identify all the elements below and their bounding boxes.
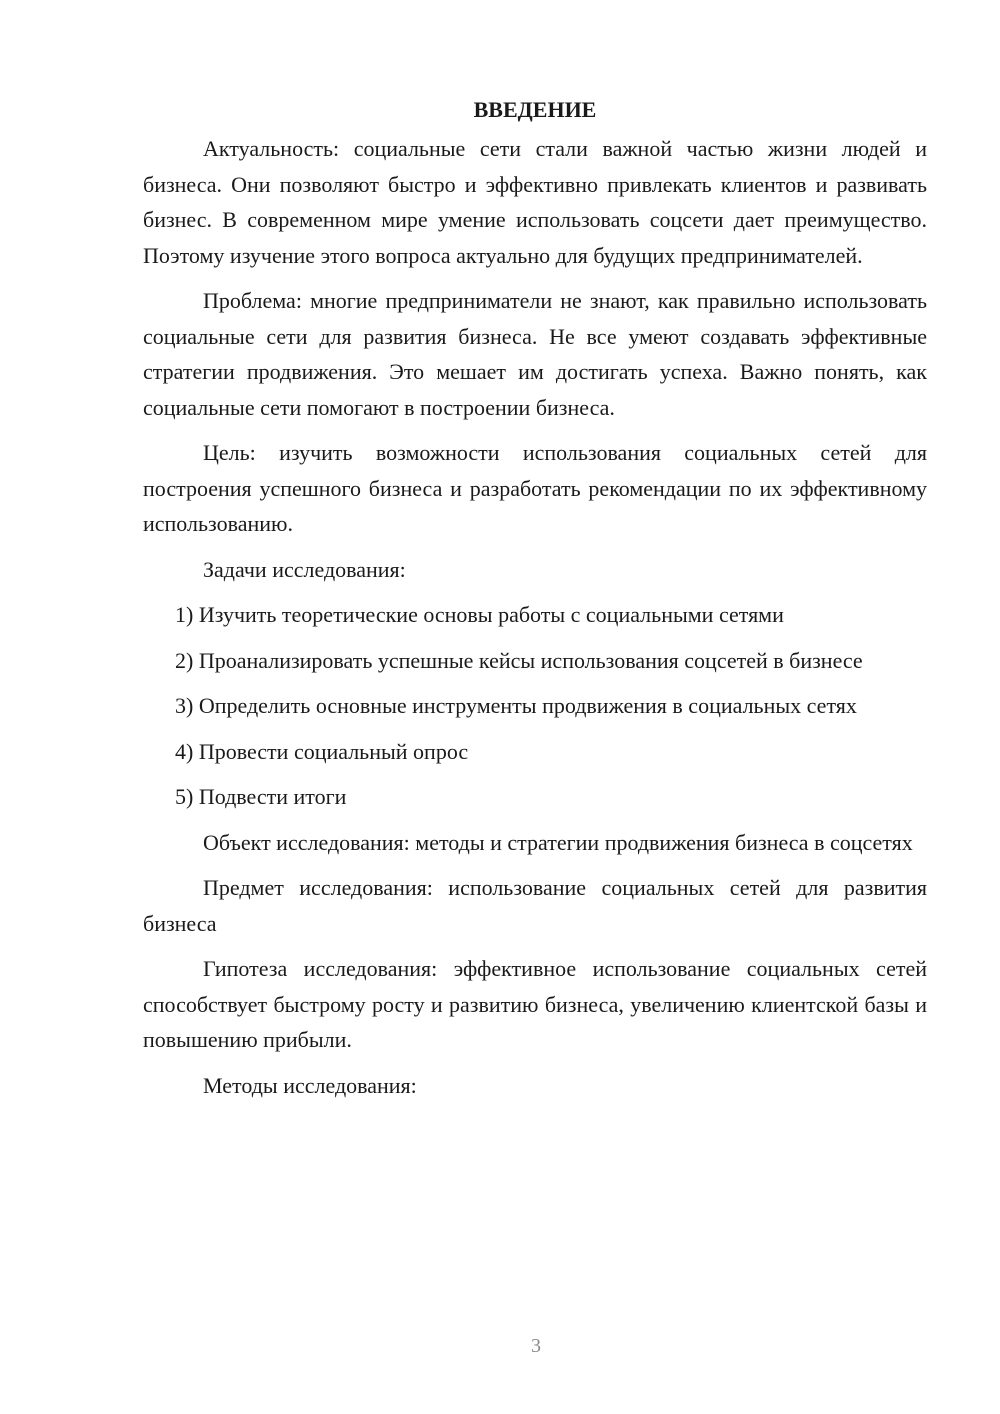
task-item-3: 3) Определить основные инструменты продвижения в социальных сетях	[175, 693, 857, 718]
task-item-5: 5) Подвести итоги	[175, 784, 347, 809]
subject-paragraph: Предмет исследования: использование социальных сетей для развития бизнеса	[143, 875, 927, 936]
task-item-4: 4) Провести социальный опрос	[175, 738, 469, 764]
goal-paragraph: Цель: изучить возможности использования социальных сетей для построения успешного бизнеса и разработать рекомендации по их эффективному использованию.	[143, 440, 927, 536]
methods-heading: Методы исследования:	[203, 1072, 417, 1098]
hypothesis-paragraph: Гипотеза исследования: эффективное использование социальных сетей способствует быстрому росту и развитию бизнеса, увеличению клиентской базы и повышению прибыли.	[143, 956, 927, 1052]
object-paragraph: Объект исследования: методы и стратегии продвижения бизнеса в соцсетях	[203, 829, 913, 855]
page-body	[143, 92, 927, 1113]
problem-paragraph: Проблема: многие предприниматели не знают, как правильно использовать социальные сети для развития бизнеса. Не все умеют создавать эффективные стратегии продвижения. Это мешает им достигать успеха. Важно понять, как социальные сети помогают в построении бизнеса.	[143, 288, 927, 420]
relevance-paragraph: Актуальность: социальные сети стали важной частью жизни людей и бизнеса. Они позволяют быстро и эффективно привлекать клиентов и развивать бизнес. В современном мире умение использовать соцсети дает преимущество. Поэтому изучение этого вопроса актуально для будущих предпринимателей.	[143, 136, 927, 268]
tasks-heading: Задачи исследования:	[203, 556, 406, 582]
task-item-1: 1) Изучить теоретические основы работы с социальными сетями	[175, 602, 784, 627]
page-number: 3	[531, 1335, 541, 1357]
task-item-2: 2) Проанализировать успешные кейсы использования соцсетей в бизнесе	[175, 647, 863, 673]
page-title: ВВЕДЕНИЕ	[473, 97, 597, 122]
